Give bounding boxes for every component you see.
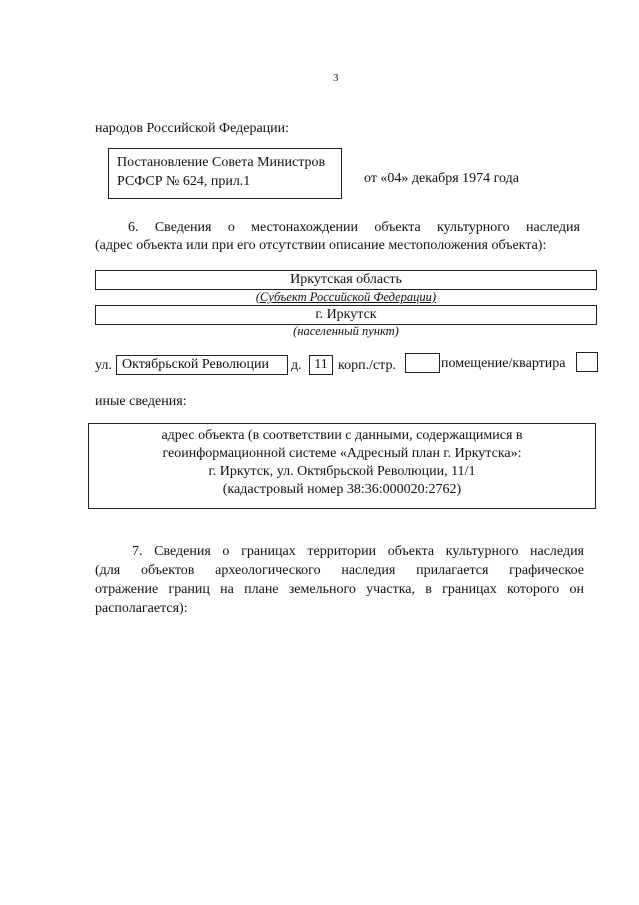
page-number: 3 [333,72,339,84]
section6-heading-line1: 6. Сведения о местонахождении объекта культурного наследия [128,220,580,235]
street-field [116,355,288,375]
act-document-line1: Постановление Совета Министров [117,155,326,170]
region-field [95,270,597,290]
intro-line: народов Российской Федерации: [95,121,290,136]
other-info-line1: адрес объекта (в соответствии с данными, содержащимися в [161,428,523,443]
act-document-line2: РСФСР № 624, прил.1 [117,174,251,189]
other-info-label: иные сведения: [95,394,187,409]
act-document-box [108,148,342,199]
house-value: 11 [314,357,328,372]
region-caption: (Субъект Российской Федерации) [255,290,437,304]
apartment-label: помещение/квартира [441,356,566,371]
building-label: корп./стр. [338,358,396,373]
street-value: Октябрьской Революции [122,357,269,372]
house-field [309,355,333,375]
other-info-line4: (кадастровый номер 38:36:000020:2762) [222,482,462,497]
city-value: г. Иркутск [315,307,377,322]
street-prefix: ул. [95,358,112,373]
city-caption: (населенный пункт) [293,324,399,338]
region-value: Иркутская область [290,272,402,287]
other-info-line2: геоинформационной системе «Адресный план г. Иркутска»: [162,446,522,461]
section7-line4: располагается): [95,601,188,616]
building-field [405,353,440,373]
section7-line2: (для объектов археологического наследия прилагается графическое [95,563,584,578]
act-date: от «04» декабря 1974 года [364,171,519,186]
apartment-field [576,352,598,372]
section6-heading-line2: (адрес объекта или при его отсутствии описание местоположения объекта): [95,238,547,253]
house-prefix: д. [291,358,302,373]
section7-line3: отражение границ на плане земельного участка, в границах которого он [95,582,584,597]
other-info-box [88,423,596,509]
section7-line1: 7. Сведения о границах территории объекта культурного наследия [132,544,584,559]
city-field [95,305,597,325]
other-info-line3: г. Иркутск, ул. Октябрьской Революции, 11/1 [208,464,476,479]
